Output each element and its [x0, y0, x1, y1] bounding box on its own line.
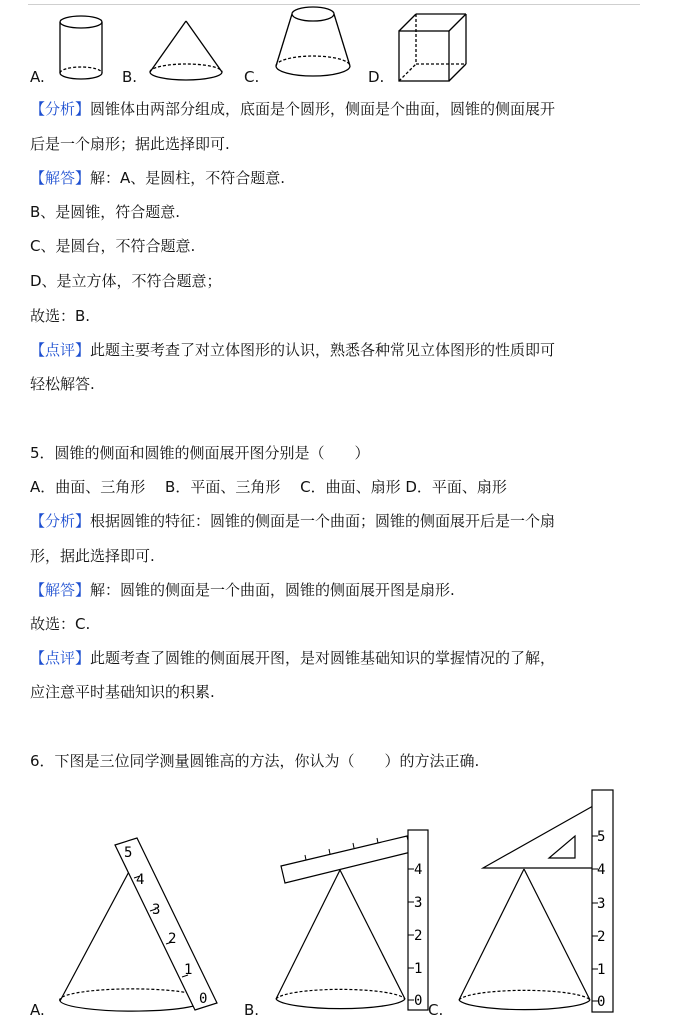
cone-base-back	[276, 989, 405, 999]
q4-option-d-label: D.	[368, 68, 385, 86]
comment-tag: 【点评】	[30, 341, 91, 359]
answer-tag: 【解答】	[30, 169, 91, 187]
ruler-a-tick-2: 2	[168, 931, 177, 947]
ruler-b-tick-2: 2	[414, 928, 423, 944]
q5-analysis-line2: 形，据此选择即可.	[30, 547, 155, 565]
ruler-tilted	[115, 838, 217, 1010]
answer-text: 解：A、是圆柱，不符合题意.	[90, 169, 286, 187]
q6-figure-b	[276, 830, 428, 1010]
cone-base-front	[276, 999, 405, 1009]
ruler-vertical	[408, 830, 428, 1010]
ruler-tilted	[281, 836, 411, 883]
comment-text: 此题主要考查了对立体图形的认识，熟悉各种常见立体图形的性质即可	[90, 341, 556, 359]
ruler-a-tick-0: 0	[199, 991, 208, 1007]
ruler-a-tick-1: 1	[184, 962, 193, 978]
cone-right-edge	[340, 870, 405, 999]
q4-analysis-line2: 后是一个扇形；据此选择即可.	[30, 135, 230, 153]
ruler-a-tick-5: 5	[124, 845, 133, 861]
ruler-b-tick-1: 1	[414, 961, 423, 977]
q4-option-b-label: B.	[122, 68, 138, 86]
q6-option-c-label: C.	[428, 1001, 444, 1019]
ruler-b-tick-3: 3	[414, 895, 423, 911]
q6-figure-a	[60, 838, 217, 1011]
cone-base-front	[459, 1000, 590, 1010]
analysis-text: 圆锥体由两部分组成，底面是个圆形，侧面是个曲面，圆锥的侧面展开	[90, 100, 556, 118]
cone-base-back	[60, 989, 205, 1001]
q6-option-a-label: A.	[30, 1001, 45, 1019]
cone-left-edge	[60, 866, 132, 1001]
comment-text: 此题考查了圆锥的侧面展开图，是对圆锥基础知识的掌握情况的了解，	[90, 649, 556, 667]
ruler-c-tick-1: 1	[597, 962, 606, 978]
ruler-c-tick-4: 4	[597, 862, 606, 878]
ruler-c-tick-3: 3	[597, 896, 606, 912]
q4-answer-line3: C、是圆台，不符合题意.	[30, 237, 196, 255]
ruler-c-tick-5: 5	[597, 829, 606, 845]
q4-option-c-label: C.	[244, 68, 260, 86]
cone-left-edge	[276, 870, 340, 999]
analysis-tag: 【分析】	[30, 512, 91, 530]
cone-right-edge	[524, 869, 590, 1000]
ruler-a-tick-3: 3	[152, 902, 161, 918]
comment-tag: 【点评】	[30, 649, 91, 667]
cone-base-back	[459, 990, 590, 1000]
ruler-c-tick-2: 2	[597, 929, 606, 945]
analysis-text: 根据圆锥的特征：圆锥的侧面是一个曲面；圆锥的侧面展开后是一个扇	[90, 512, 556, 530]
ruler-b-tick-4: 4	[414, 862, 423, 878]
q4-option-a-label: A.	[30, 68, 45, 86]
q6-question: 6．下图是三位同学测量圆锥高的方法，你认为（ ）的方法正确.	[30, 752, 480, 770]
analysis-tag: 【分析】	[30, 100, 91, 118]
q5-answer-line2: 故选：C.	[30, 615, 91, 633]
q4-comment-line2: 轻松解答.	[30, 375, 95, 393]
q6-option-b-label: B.	[244, 1001, 260, 1019]
q4-answer-line5: 故选：B.	[30, 307, 91, 325]
q5-options: A．曲面、三角形 B．平面、三角形 C．曲面、扇形 D．平面、扇形	[30, 478, 507, 496]
ruler-a-tick-4: 4	[136, 872, 145, 888]
cone-base-front	[60, 999, 205, 1011]
answer-text: 解：圆锥的侧面是一个曲面，圆锥的侧面展开图是扇形.	[90, 581, 455, 599]
answer-tag: 【解答】	[30, 581, 91, 599]
ruler-b-tick-0: 0	[414, 993, 423, 1009]
q5-comment-line2: 应注意平时基础知识的积累.	[30, 683, 215, 701]
ruler-c-tick-0: 0	[597, 994, 606, 1010]
q4-answer-line2: B、是圆锥，符合题意.	[30, 203, 181, 221]
q6-figure-c	[459, 790, 613, 1012]
set-square	[483, 806, 593, 868]
q4-answer-line4: D、是立方体，不符合题意；	[30, 272, 222, 290]
q5-question: 5．圆锥的侧面和圆锥的侧面展开图分别是（ ）	[30, 444, 370, 462]
cone-left-edge	[459, 869, 524, 1000]
